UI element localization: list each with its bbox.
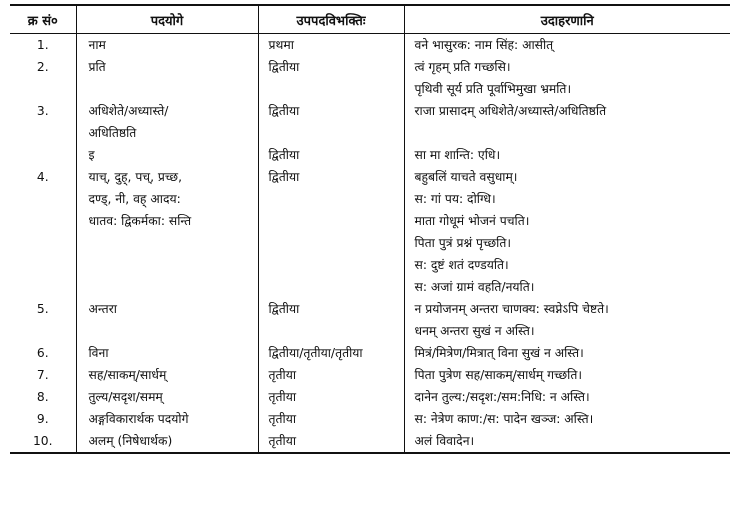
vibhakti-cell: तृतीया <box>258 386 404 408</box>
vibhakti-cell: द्वितीया/तृतीया/तृतीया <box>258 342 404 364</box>
padayoge-line: धातव: द्विकर्मका: सन्ति <box>88 214 192 228</box>
header-udaharanani: उदाहरणानि <box>404 5 730 34</box>
row-number: 7. <box>36 368 49 382</box>
table-row <box>10 166 730 298</box>
vibhakti-cell: प्रथमा <box>258 34 404 57</box>
example-line: स: अजां ग्रामं वहति/नयति। <box>414 280 535 294</box>
examples-cell <box>404 100 730 144</box>
example-line: स: गां पय: दोग्धि। <box>414 192 496 206</box>
header-padayoge: पदयोगे <box>76 5 258 34</box>
example-line: स: दुष्टं शतं दण्डयति। <box>414 258 509 272</box>
padayoge-line: अधिशेते/अध्यास्ते/ <box>88 104 169 118</box>
table-row <box>10 144 730 166</box>
row-number: 9. <box>36 412 49 426</box>
table-row <box>10 342 730 364</box>
vibhakti-cell: द्वितीया <box>258 144 404 166</box>
padayoge-cell <box>76 56 258 100</box>
padayoge-line: अलम् (निषेधार्थक) <box>88 434 173 448</box>
row-number: 3. <box>36 104 49 118</box>
vibhakti-cell: द्वितीया <box>258 56 404 100</box>
table-row <box>10 408 730 430</box>
vibhakti-cell: तृतीया <box>258 430 404 453</box>
row-number: 2. <box>36 60 49 74</box>
vibhakti-cell: तृतीया <box>258 364 404 386</box>
padayoge-cell <box>76 408 258 430</box>
padayoge-cell <box>76 342 258 364</box>
row-number: 5. <box>36 302 49 316</box>
row-number: 6. <box>36 346 49 360</box>
vibhakti-cell: द्वितीया <box>258 166 404 298</box>
examples-cell <box>404 56 730 100</box>
example-line: स: नेत्रेण काण:/स: पादेन खञ्ज: अस्ति। <box>414 412 594 426</box>
row-number: 4. <box>36 170 49 184</box>
example-line: वने भासुरक: नाम सिंह: आसीत् <box>414 38 554 52</box>
padayoge-cell <box>76 166 258 298</box>
examples-cell <box>404 342 730 364</box>
padayoge-cell <box>76 100 258 144</box>
padayoge-line: नाम <box>88 38 106 52</box>
padayoge-cell <box>76 430 258 453</box>
example-line: माता गोधूमं भोजनं पचति। <box>414 214 530 228</box>
table-row <box>10 298 730 342</box>
row-number: 1. <box>36 38 49 52</box>
examples-cell <box>404 408 730 430</box>
example-line: धनम् अन्तरा सुखं न अस्ति। <box>414 324 535 338</box>
padayoge-line: विना <box>88 346 109 360</box>
padayoge-cell <box>76 34 258 57</box>
examples-cell <box>404 34 730 57</box>
padayoge-line: याच्, दुह्, पच्, प्रच्छ, <box>88 170 182 184</box>
padayoge-cell <box>76 386 258 408</box>
examples-cell <box>404 144 730 166</box>
header-row <box>10 5 730 34</box>
padayoge-line: अन्तरा <box>88 302 117 316</box>
example-line: पिता पुत्रं प्रश्नं पृच्छति। <box>414 236 512 250</box>
example-line: बहुबलिं याचते वसुधाम्। <box>414 170 518 184</box>
example-line: दानेन तुल्य:/सदृश:/सम:निधि: न अस्ति। <box>414 390 590 404</box>
examples-cell <box>404 298 730 342</box>
padayoge-line: अधितिष्ठति <box>88 126 137 140</box>
row-number: 8. <box>36 390 49 404</box>
padayoge-cell <box>76 298 258 342</box>
examples-cell <box>404 364 730 386</box>
karaka-vibhakti-table <box>10 4 730 454</box>
example-line: मित्रं/मित्रेण/मित्रात् विना सुखं न अस्ति। <box>414 346 584 360</box>
padayoge-line: अङ्गविकारार्थक पदयोगे <box>88 412 189 426</box>
padayoge-line: सह/साकम्/सार्धम् <box>88 368 167 382</box>
table-row <box>10 364 730 386</box>
table-row <box>10 56 730 100</box>
examples-cell <box>404 430 730 453</box>
row-number: 10. <box>32 434 53 448</box>
vibhakti-cell: तृतीया <box>258 408 404 430</box>
header-serial: क्र सं० <box>10 5 76 34</box>
row-number <box>10 144 76 166</box>
example-line: पृथिवी सूर्य प्रति पूर्वाभिमुखा भ्रमति। <box>414 82 572 96</box>
table-row <box>10 430 730 453</box>
table-row <box>10 100 730 144</box>
table-row <box>10 386 730 408</box>
examples-cell <box>404 386 730 408</box>
examples-cell <box>404 166 730 298</box>
padayoge-line: दण्ड्, नी, वह् आदय: <box>88 192 181 206</box>
example-line: न प्रयोजनम् अन्तरा चाणक्य: स्वप्नेऽपि चेष्टते। <box>414 302 609 316</box>
table-body <box>10 34 730 454</box>
vibhakti-cell: द्वितीया <box>258 298 404 342</box>
padayoge-cell <box>76 144 258 166</box>
padayoge-line: तुल्य/सदृश/समम् <box>88 390 163 404</box>
padayoge-line: प्रति <box>88 60 106 74</box>
example-line: त्वं गृहम् प्रति गच्छसि। <box>414 60 511 74</box>
example-line: सा मा शान्ति: एधि। <box>414 148 501 162</box>
vibhakti-cell: द्वितीया <box>258 100 404 144</box>
header-upapadavibhakti: उपपदविभक्तिः <box>258 5 404 34</box>
example-line: अलं विवादेन। <box>414 434 475 448</box>
padayoge-cell <box>76 364 258 386</box>
example-line: राजा प्रासादम् अधिशेते/अध्यास्ते/अधितिष्ठति <box>414 104 607 118</box>
table-row <box>10 34 730 57</box>
padayoge-line: इ <box>88 148 95 162</box>
example-line: पिता पुत्रेण सह/साकम्/सार्धम् गच्छति। <box>414 368 583 382</box>
